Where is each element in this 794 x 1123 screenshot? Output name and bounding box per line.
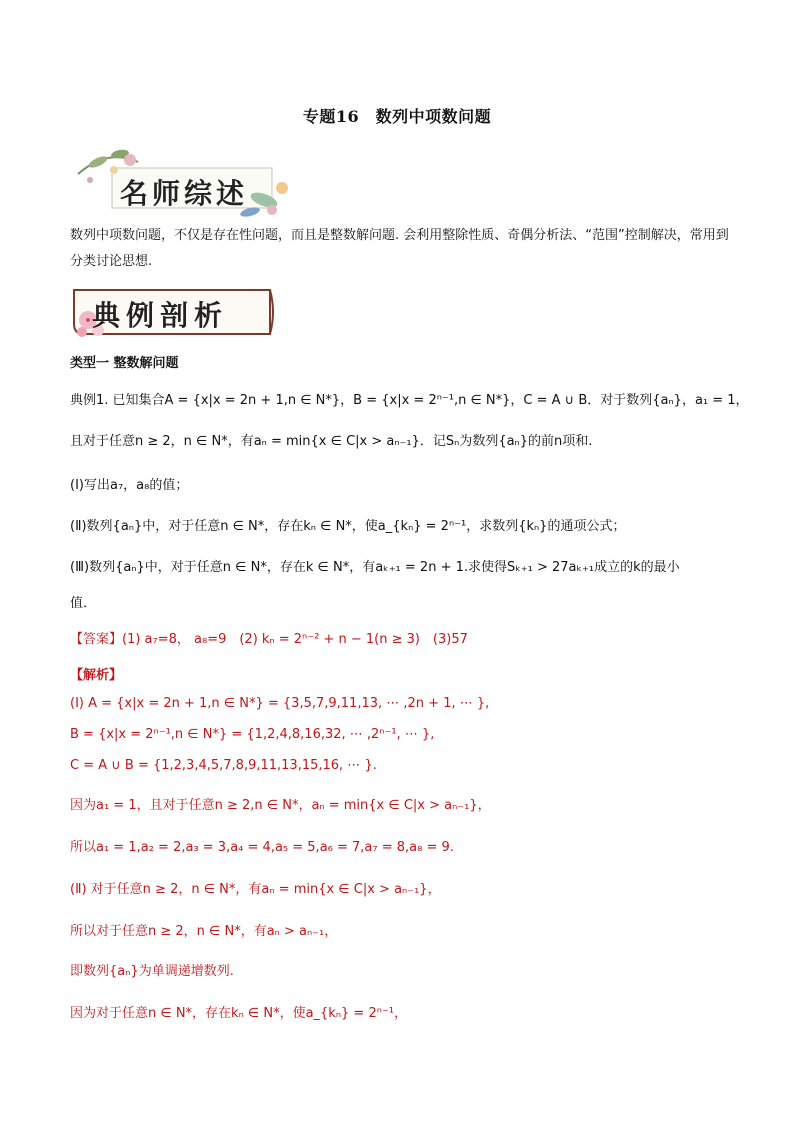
solution-line: 因为a₁ = 1，且对于任意n ≥ 2,n ∈ N*，aₙ = min{x ∈ C|x > aₙ₋₁}， <box>70 798 491 813</box>
solution-line: B = {x|x = 2ⁿ⁻¹,n ∈ N*} = {1,2,4,8,16,32, ⋯ ,2ⁿ⁻¹, ⋯ }, <box>70 727 435 742</box>
problem-line: (Ⅱ)数列{aₙ}中，对于任意n ∈ N*，存在kₙ ∈ N*，使a_{kₙ} = 2ⁿ⁻¹，求数列{kₙ}的通项公式； <box>70 519 626 534</box>
badge-label: 名师综述 <box>120 177 249 210</box>
problem-line: 且对于任意n ≥ 2，n ∈ N*，有aₙ = min{x ∈ C|x > aₙ₋₁}．记Sₙ为数列{aₙ}的前n项和. <box>70 434 593 449</box>
section-badge-overview <box>68 140 298 220</box>
solution-line: (Ⅰ) A = {x|x = 2n + 1,n ∈ N*} = {3,5,7,9,11,13, ⋯ ,2n + 1, ⋯ }, <box>70 696 490 711</box>
solution-line: C = A ∪ B = {1,2,3,4,5,7,8,9,11,13,15,16, ⋯ }. <box>70 758 377 773</box>
solution-line: (Ⅱ) 对于任意n ≥ 2，n ∈ N*，有aₙ = min{x ∈ C|x > aₙ₋₁}， <box>70 882 441 897</box>
answer-line: 【答案】(1) a₇=8， a₈=9 (2) kₙ = 2ⁿ⁻² + n − 1(n ≥ 3) (3)57 <box>70 632 468 647</box>
problem-line: 值． <box>70 596 97 611</box>
page-title: 专题16 数列中项数问题 <box>302 107 492 126</box>
intro-paragraph: 数列中项数问题，不仅是存在性问题，而且是整数解问题. 会利用整除性质、奇偶分析法、“范围”控制解决，常用到分类讨论思想. <box>70 228 729 269</box>
badge-label: 典例剖析 <box>92 299 229 332</box>
section-badge-examples <box>70 282 280 342</box>
analysis-heading: 【解析】 <box>70 668 123 683</box>
problem-line: (Ⅰ)写出a₇，a₈的值； <box>70 478 189 493</box>
type-heading: 类型一 整数解问题 <box>70 356 179 371</box>
solution-line: 因为对于任意n ∈ N*，存在kₙ ∈ N*，使a_{kₙ} = 2ⁿ⁻¹， <box>70 1006 407 1021</box>
problem-line: 典例1. 已知集合A = {x|x = 2n + 1,n ∈ N*}，B = {x|x = 2ⁿ⁻¹,n ∈ N*}，C = A ∪ B．对于数列{aₙ}，a₁ = 1， <box>70 393 749 408</box>
solution-line: 所以对于任意n ≥ 2，n ∈ N*，有aₙ > aₙ₋₁， <box>70 924 338 939</box>
problem-line: (Ⅲ)数列{aₙ}中，对于任意n ∈ N*，存在k ∈ N*，有aₖ₊₁ = 2n + 1.求使得Sₖ₊₁ > 27aₖ₊₁成立的k的最小 <box>70 560 680 575</box>
solution-line: 即数列{aₙ}为单调递增数列. <box>70 964 234 979</box>
solution-line: 所以a₁ = 1,a₂ = 2,a₃ = 3,a₄ = 4,a₅ = 5,a₆ = 7,a₇ = 8,a₈ = 9. <box>70 840 454 855</box>
